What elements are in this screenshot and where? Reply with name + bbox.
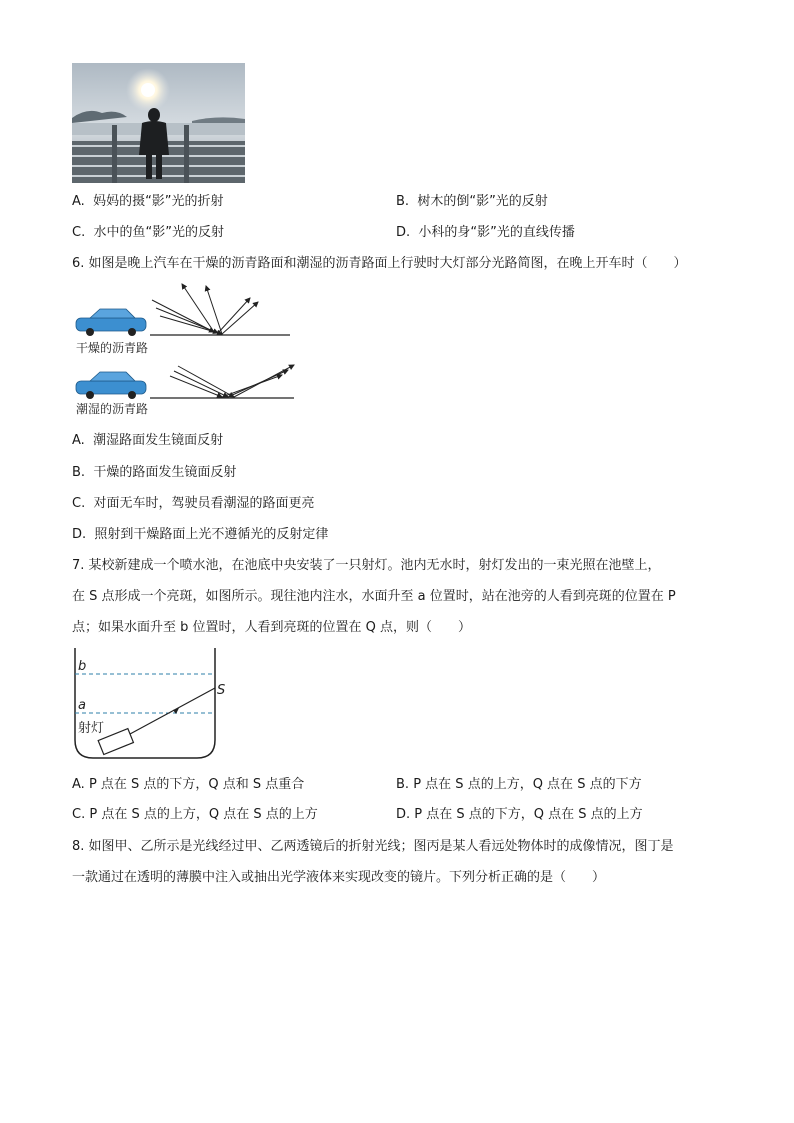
q7-stem-line1: 7. 某校新建成一个喷水池，在池底中央安装了一只射灯。池内无水时，射灯发出的一束光照在池壁上， — [72, 558, 661, 573]
q7-option-d[interactable]: D. P 点在 S 点的下方，Q 点在 S 点的上方 — [396, 807, 643, 822]
q6-option-c[interactable]: C. 对面无车时，驾驶员看潮湿的路面更亮 — [72, 496, 315, 511]
wet-road-label: 潮湿的沥青路 — [76, 402, 149, 416]
q8-stem-line2: 一款通过在透明的薄膜中注入或抽出光学液体来实现改变的镜片。下列分析正确的是（ ） — [72, 870, 606, 885]
q5-option-c[interactable]: C. 水中的鱼“影”光的反射 — [72, 225, 224, 240]
q6-option-b[interactable]: B. 干燥的路面发生镜面反射 — [72, 465, 237, 480]
q6-stem: 6. 如图是晚上汽车在干燥的沥青路面和潮湿的沥青路面上行驶时大灯部分光路简图，在晚上开车时（ ） — [72, 256, 687, 271]
q5-option-a[interactable]: A. 妈妈的摄“影”光的折射 — [72, 194, 224, 209]
q5-option-d[interactable]: D. 小科的身“影”光的直线传播 — [396, 225, 575, 240]
q7-stem-line3: 点；如果水面升至 b 位置时，人看到亮斑的位置在 Q 点，则（ ） — [72, 620, 472, 635]
label-s: S — [217, 683, 226, 698]
wet-road-diagram — [76, 365, 294, 399]
dry-road-label: 干燥的沥青路 — [76, 341, 149, 355]
sunset-photo — [72, 63, 245, 183]
q7-option-a[interactable]: A. P 点在 S 点的下方，Q 点和 S 点重合 — [72, 777, 305, 792]
label-lamp: 射灯 — [78, 721, 105, 736]
q5-option-b[interactable]: B. 树木的倒“影”光的反射 — [396, 194, 548, 209]
q7-option-b[interactable]: B. P 点在 S 点的上方，Q 点在 S 点的下方 — [396, 777, 642, 792]
q6-figure — [72, 280, 302, 415]
car-icon — [76, 309, 146, 336]
q6-option-a[interactable]: A. 潮湿路面发生镜面反射 — [72, 433, 224, 448]
label-a: a — [78, 698, 86, 713]
q8-stem-line1: 8. 如图甲、乙所示是光线经过甲、乙两透镜后的折射光线；图丙是某人看远处物体时的成像情况，图丁是 — [72, 839, 674, 854]
label-b: b — [78, 659, 87, 674]
q7-pool-figure — [72, 648, 226, 763]
q7-option-c[interactable]: C. P 点在 S 点的上方，Q 点在 S 点的上方 — [72, 807, 318, 822]
dry-road-diagram — [76, 284, 290, 336]
q6-option-d[interactable]: D. 照射到干燥路面上光不遵循光的反射定律 — [72, 527, 329, 542]
car-icon — [76, 372, 146, 399]
light-ray — [130, 688, 215, 734]
q7-stem-line2: 在 S 点形成一个亮斑，如图所示。现往池内注水，水面升至 a 位置时，站在池旁的人看到亮斑的位置在 P — [72, 589, 676, 604]
